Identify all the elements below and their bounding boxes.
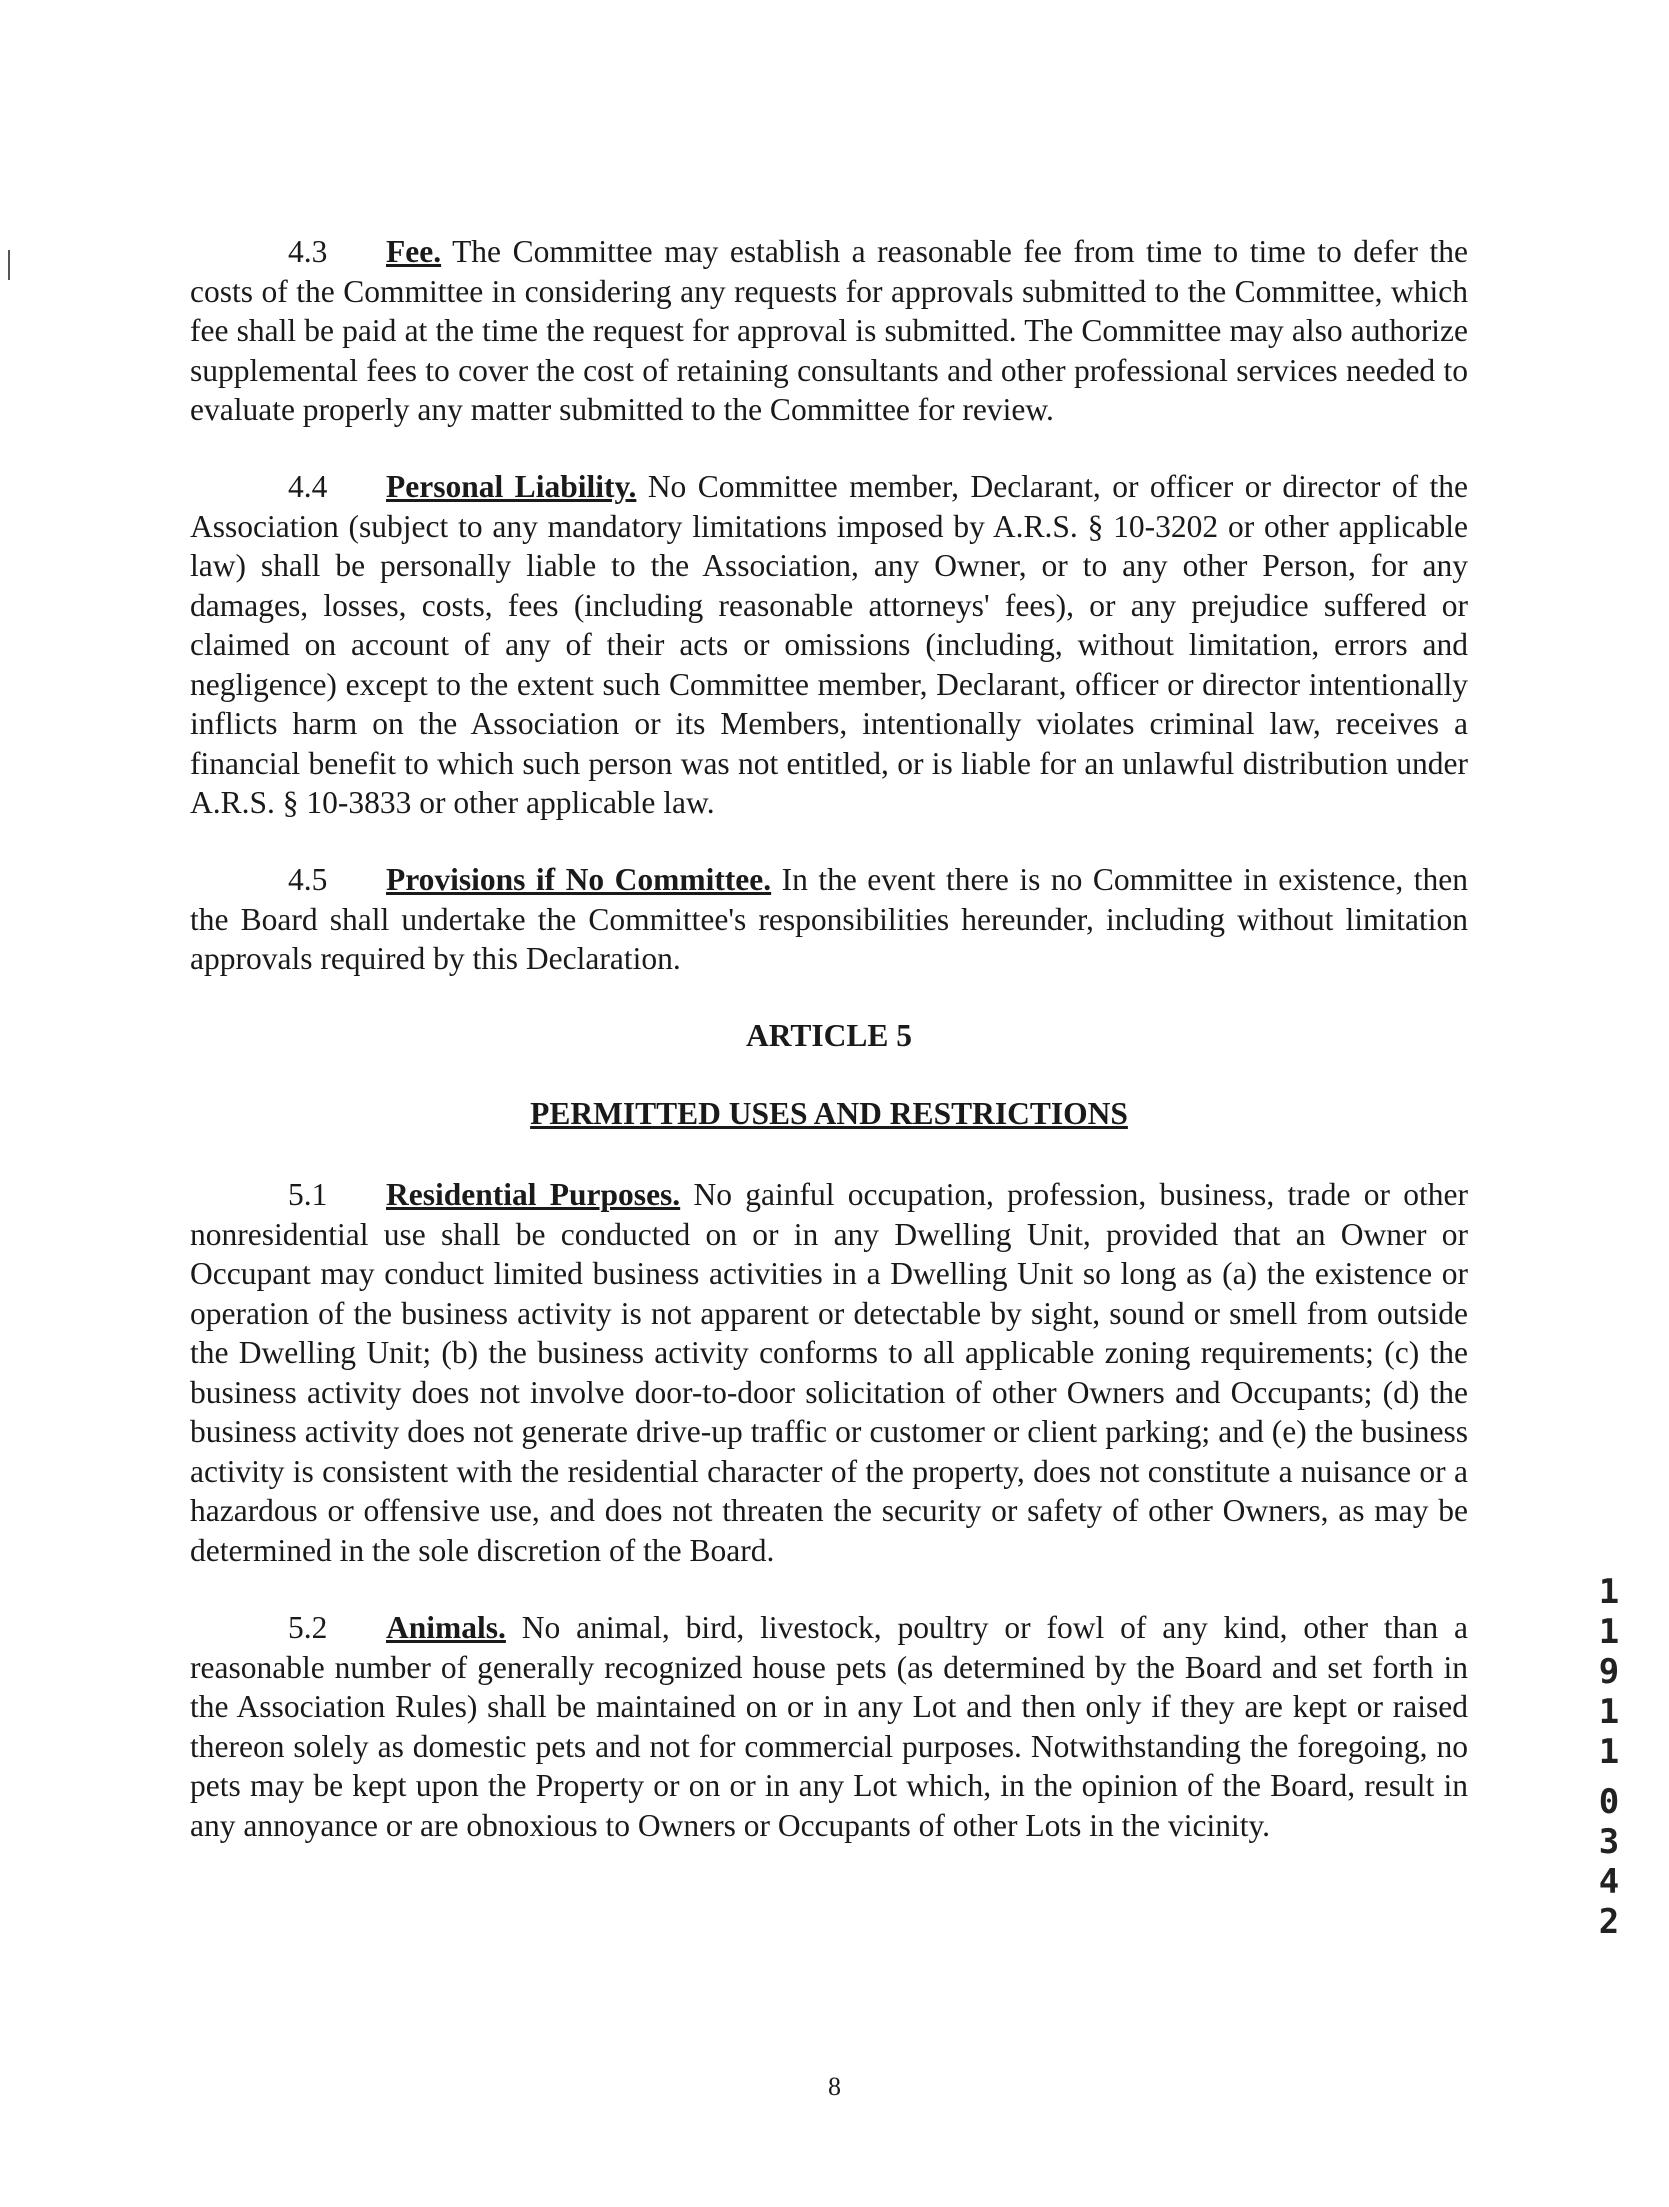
section-number: 4.3 xyxy=(288,234,328,269)
margin-mark xyxy=(8,250,10,280)
stamp-digit: 1 xyxy=(1598,1692,1620,1732)
section-body: No animal, bird, livestock, poultry or fowl of any kind, other than a reasonable number of generally recognized house pets (as determined by the Board and set forth in the Association Rules) shall be maintained on or in any Lot and then only if they are kept or raised thereon solely as domestic pets and not for commercial purposes. Notwithstanding the foregoing, no pets may be kept upon the Property or on or in any Lot which, in the opinion of the Board, result in any annoyance or are obnoxious to Owners or Occupants of other Lots in the vicinity. xyxy=(190,1610,1468,1843)
article-subtitle: PERMITTED USES AND RESTRICTIONS xyxy=(530,1096,1128,1131)
stamp-digit: 1 xyxy=(1598,1612,1620,1652)
section-4-4 xyxy=(190,467,1468,823)
section-heading: Personal Liability. xyxy=(386,469,637,504)
section-4-3 xyxy=(190,232,1468,430)
stamp-digit: 2 xyxy=(1598,1902,1620,1942)
section-heading: Fee. xyxy=(386,234,442,269)
stamp-digit: 3 xyxy=(1598,1822,1620,1862)
stamp-digit: 9 xyxy=(1598,1652,1620,1692)
section-body: The Committee may establish a reasonable fee from time to time to defer the costs of the Committee in considering any requests for approvals submitted to the Committee, which fee shall be paid at the time the request for approval is submitted. The Committee may also authorize supplemental fees to cover the cost of retaining consultants and other professional services needed to evaluate properly any matter submitted to the Committee for review. xyxy=(190,234,1468,427)
stamp-digit: 1 xyxy=(1598,1572,1620,1612)
stamp-digit: 4 xyxy=(1598,1862,1620,1902)
section-body: No Committee member, Declarant, or officer or director of the Association (subject to any mandatory limitations imposed by A.R.S. § 10-3202 or other applicable law) shall be personally liable to the Association, any Owner, or to any other Person, for any damages, losses, costs, fees (including reasonable attorneys' fees), or any prejudice suffered or claimed on account of any of their acts or omissions (including, without limitation, errors and negligence) except to the extent such Committee member, Declarant, officer or director intentionally inflicts harm on the Association or its Members, intentionally violates criminal law, receives a financial benefit to which such person was not entitled, or is liable for an unlawful distribution under A.R.S. § 10-3833 or other applicable law. xyxy=(190,469,1468,820)
section-5-1 xyxy=(190,1175,1468,1570)
section-heading: Animals. xyxy=(386,1610,506,1645)
section-body: In the event there is no Committee in existence, then the Board shall undertake the Committee's responsibilities hereunder, including without limitation approvals required by this Declaration. xyxy=(190,862,1468,976)
stamp-digit: 0 xyxy=(1598,1782,1620,1822)
section-heading: Residential Purposes. xyxy=(386,1177,681,1212)
section-number: 5.2 xyxy=(288,1610,328,1645)
recording-stamp-bottom xyxy=(1591,1782,1627,1942)
section-number: 4.5 xyxy=(288,862,328,897)
section-4-5 xyxy=(190,860,1468,979)
recording-stamp-top xyxy=(1591,1572,1627,1772)
article-title: ARTICLE 5 xyxy=(745,1018,913,1053)
page-number: 8 xyxy=(828,2072,841,2101)
section-heading: Provisions if No Committee. xyxy=(386,862,772,897)
section-5-2 xyxy=(190,1608,1468,1845)
section-body: No gainful occupation, profession, business, trade or other nonresidential use shall be conducted on or in any Dwelling Unit, provided that an Owner or Occupant may conduct limited business activities in a Dwelling Unit so long as (a) the existence or operation of the business activity is not apparent or detectable by sight, sound or smell from outside the Dwelling Unit; (b) the business activity conforms to all applicable zoning requirements; (c) the business activity does not involve door-to-door solicitation of other Owners and Occupants; (d) the business activity does not generate drive-up traffic or customer or client parking; and (e) the business activity is consistent with the residential character of the property, does not constitute a nuisance or a hazardous or offensive use, and does not threaten the security or safety of other Owners, as may be determined in the sole discretion of the Board. xyxy=(190,1177,1468,1568)
section-number: 5.1 xyxy=(288,1177,328,1212)
stamp-digit: 1 xyxy=(1598,1732,1620,1772)
section-number: 4.4 xyxy=(288,469,328,504)
